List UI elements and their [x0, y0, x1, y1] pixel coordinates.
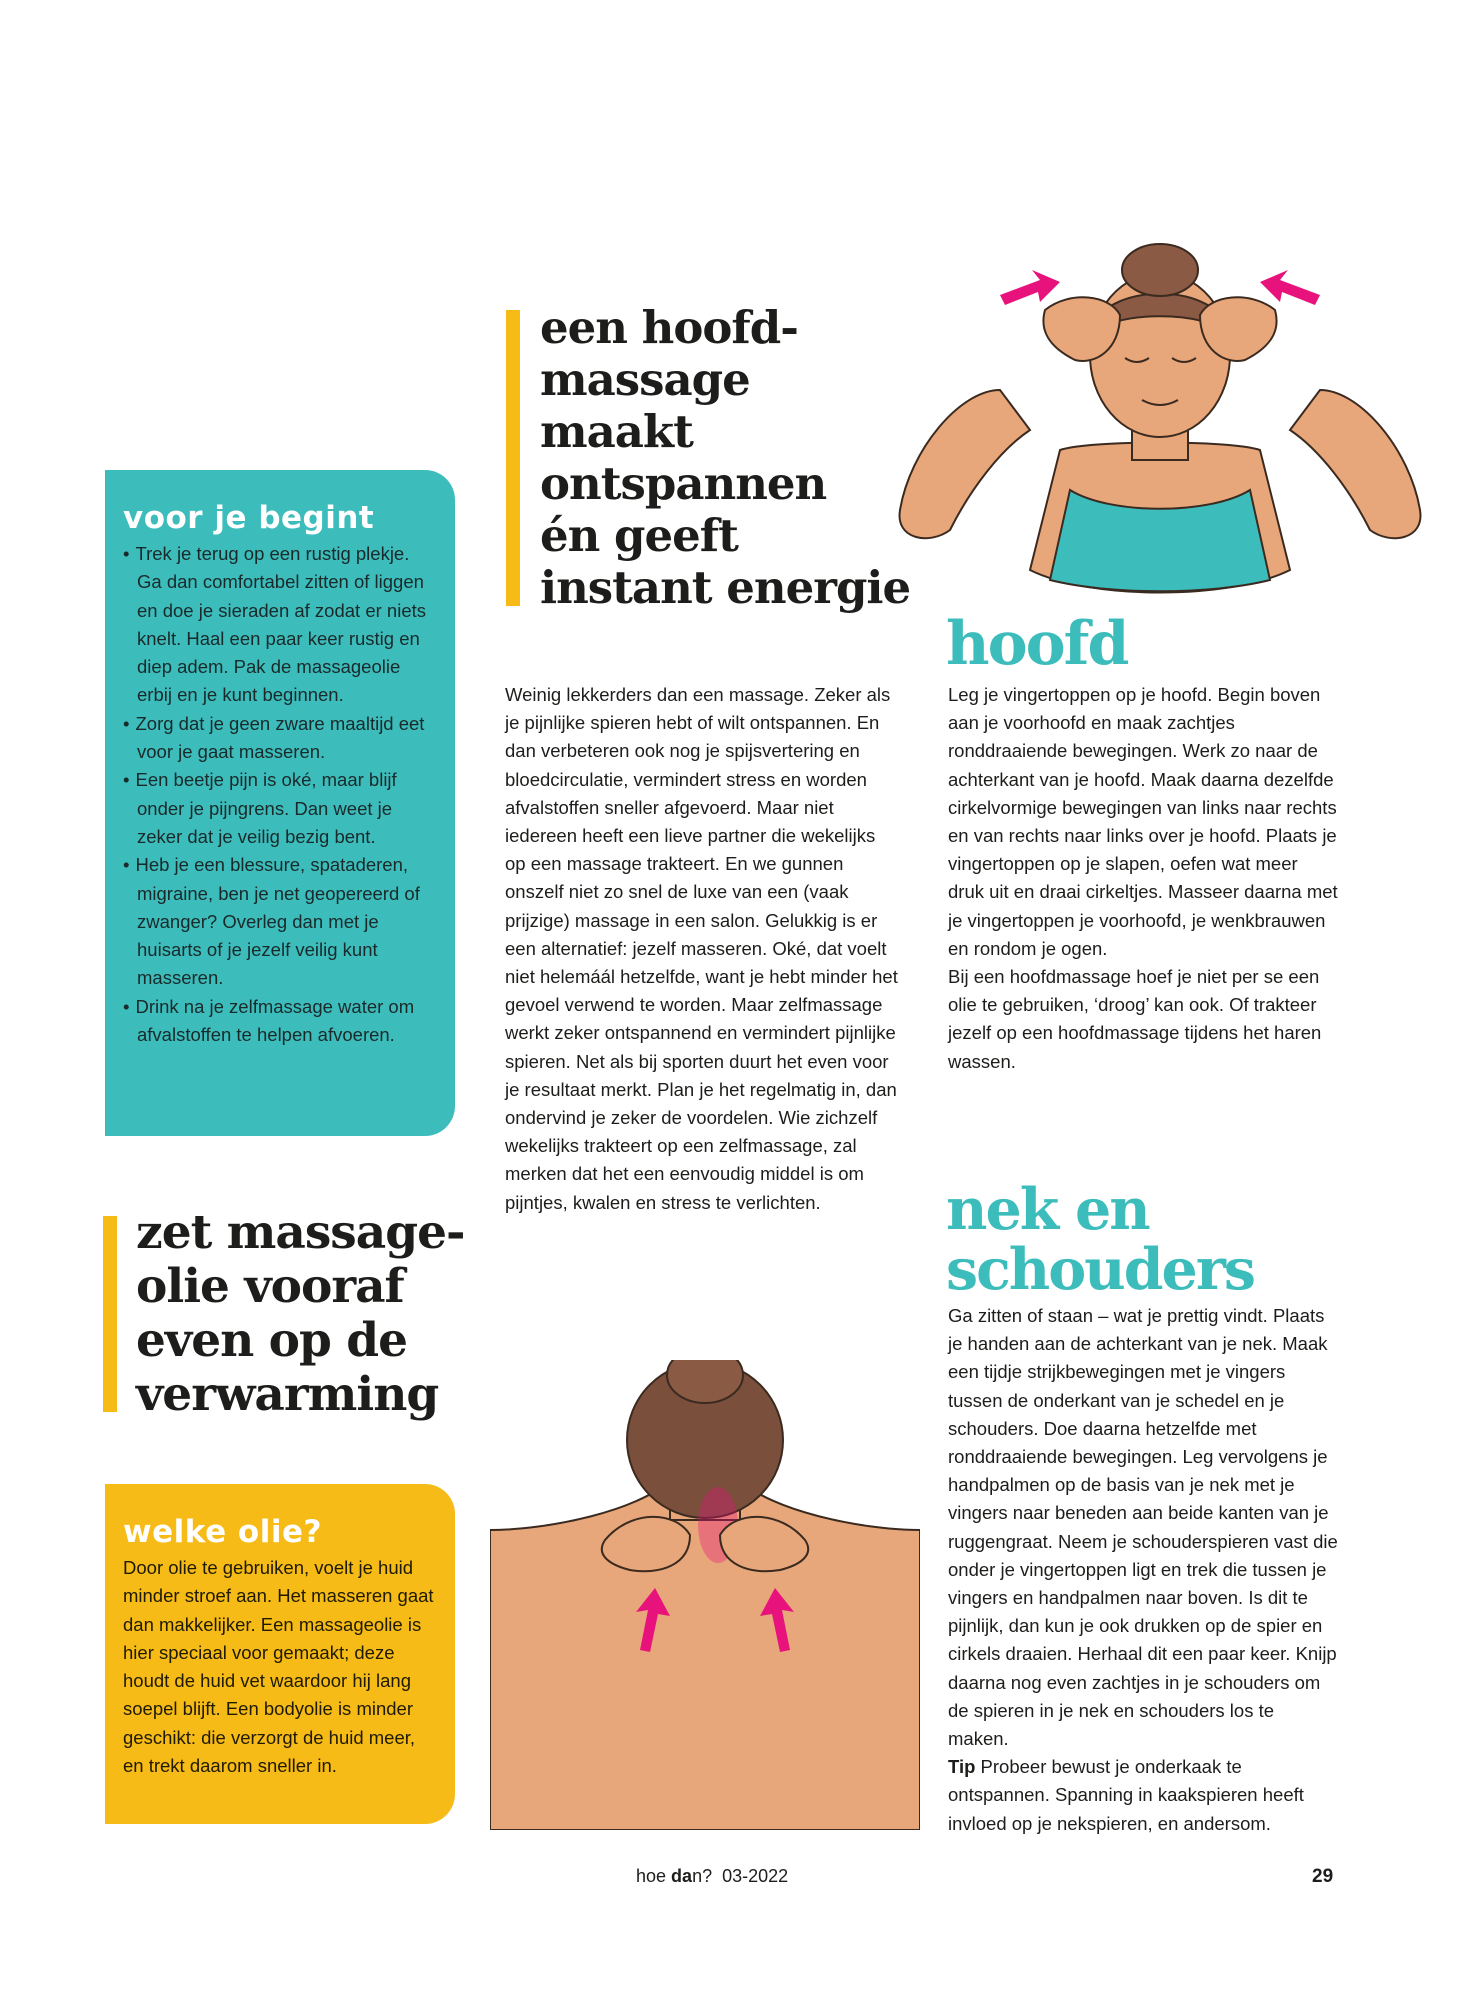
sidebar-before-you-start [105, 470, 455, 1136]
section-heading-nek [946, 1176, 1254, 1303]
pull-quote-main [540, 302, 910, 614]
section-nek-body [948, 1302, 1338, 1838]
quote-line: massage [540, 353, 750, 406]
tip-paragraph [948, 1753, 1338, 1838]
quote-line: zet massage- [136, 1205, 465, 1260]
quote-line: even op de [136, 1313, 407, 1368]
magazine-name-post: n? [692, 1866, 713, 1886]
list-item: • Zorg dat je geen zware maaltijd eet voor je gaat masseren. [123, 710, 435, 767]
quote-line: maakt [540, 405, 693, 458]
sidebar-text: Door olie te gebruiken, voelt je huid minder stroef aan. Het masseren gaat dan makkelijker. Een massageolie is hier speciaal voor gemaakt; deze houdt de huid vet waardoor hij lang soepel blijft. Een bodyolie is minder geschikt: die verzorgt de huid meer, en trekt daarom sneller in. [123, 1557, 434, 1777]
heading-line: nek en [946, 1176, 1149, 1243]
list-item: • Heb je een blessure, spataderen, migraine, ben je net geopereerd of zwanger? Overleg dan met je huisarts of je jezelf veilig kunt masseren. [123, 851, 435, 992]
head-massage-illustration [870, 240, 1450, 600]
list-item: • Drink na je zelfmassage water om afvalstoffen te helpen afvoeren. [123, 993, 435, 1050]
quote-line: olie vooraf [136, 1259, 404, 1314]
paragraph: Leg je vingertoppen op je hoofd. Begin boven aan je voorhoofd en maak zachtjes ronddraaiende bewegingen. Werk zo naar de achterkant van je hoofd. Maak daarna dezelfde cirkelvormige bewegingen van links naar rechts en van rechts naar links over je hoofd. Plaats je vingertoppen op je slapen, oefen wat meer druk uit en draai cirkeltjes. Masseer daarna met je vingertoppen je voorhoofd, je wenkbrauwen en rondom je ogen. [948, 684, 1338, 959]
neck-massage-illustration [490, 1360, 920, 1830]
paragraph: Ga zitten of staan – wat je prettig vindt. Plaats je handen aan de achterkant van je nek. Maak een tijdje strijkbewegingen met je vingers tussen de onderkant van je schedel en je schouders. Doe daarna hetzelfde met ronddraaiende bewegingen. Leg vervolgens je handpalmen op de basis van je nek met je vingers naar beneden aan beide kanten van je ruggengraat. Neem je schouderspieren vast die onder je vingertoppen ligt en trek die tussen je vingers en handpalmen naar boven. Is dit te pijnlijk, dan kun je ook drukken op de spier en cirkels draaien. Herhaal dit een paar keer. Knijp daarna nog even zachtjes in je schouders om de spieren in je nek en schouders los te maken. [948, 1305, 1338, 1750]
list-item: • Een beetje pijn is oké, maar blijf onder je pijngrens. Dan weet je zeker dat je veilig bezig bent. [123, 766, 435, 851]
list-item: • Trek je terug op een rustig plekje. Ga dan comfortabel zitten of liggen en doe je sieraden af zodat er niets knelt. Haal een paar keer rustig en diep adem. Pak de massageolie erbij en je kunt beginnen. [123, 540, 435, 710]
sidebar-title: welke olie? [123, 1514, 322, 1550]
tip-label: Tip [948, 1756, 976, 1778]
quote-line: een hoofd- [540, 301, 798, 354]
paragraph: Bij een hoofdmassage hoef je niet per se een olie te gebruiken, ‘droog’ kan ook. Of trakteer jezelf op een hoofdmassage tijdens het haren wassen. [948, 966, 1322, 1072]
quote-bar [506, 310, 520, 606]
tip-text: Probeer bewust je onderkaak te ontspannen. Spanning in kaakspieren heeft invloed op je nekspieren, en andersom. [948, 1756, 1304, 1834]
section-hoofd-body [948, 681, 1338, 1076]
heading-line: schouders [946, 1236, 1254, 1303]
quote-line: ontspannen [540, 457, 827, 510]
magazine-footer [636, 1866, 788, 1887]
quote-line: instant energie [540, 561, 911, 614]
pull-quote-tip [136, 1206, 465, 1422]
magazine-name-bold: da [671, 1866, 693, 1886]
section-heading-hoofd: hoofd [946, 609, 1128, 679]
page-number: 29 [1312, 1866, 1334, 1887]
issue-number: 03-2022 [722, 1866, 789, 1886]
quote-line: én geeft [540, 509, 738, 562]
intro-text: Weinig lekkerders dan een massage. Zeker als je pijnlijke spieren hebt of wilt ontspannen. En dan verbeteren ook nog je spijsvertering en bloedcirculatie, vermindert stress en worden afvalstoffen sneller afgevoerd. Maar niet iedereen heeft een lieve partner die wekelijks op een massage trakteert. En we gunnen onszelf niet zo snel de luxe van een (vaak prijzige) massage in een salon. Gelukkig is er een alternatief: jezelf masseren. Oké, dat voelt niet helemáál hetzelfde, want je hebt minder het gevoel verwend te worden. Maar zelfmassage werkt zeker ontspannend en vermindert pijnlijke spieren. Net als bij sporten duurt het even voor je resultaat merkt. Plan je het regelmatig in, dan ondervind je zeker de voordelen. Wie zichzelf wekelijks trakteert op een zelfmassage, zal merken dat het een eenvoudig middel is om pijntjes, kwalen en stress te verlichten. [505, 684, 898, 1213]
quote-bar [103, 1216, 117, 1412]
sidebar-title: voor je begint [123, 500, 375, 536]
quote-line: verwarming [136, 1367, 439, 1422]
tips-list [123, 540, 435, 1049]
sidebar-which-oil [105, 1484, 455, 1824]
magazine-name-pre: hoe [636, 1866, 672, 1886]
